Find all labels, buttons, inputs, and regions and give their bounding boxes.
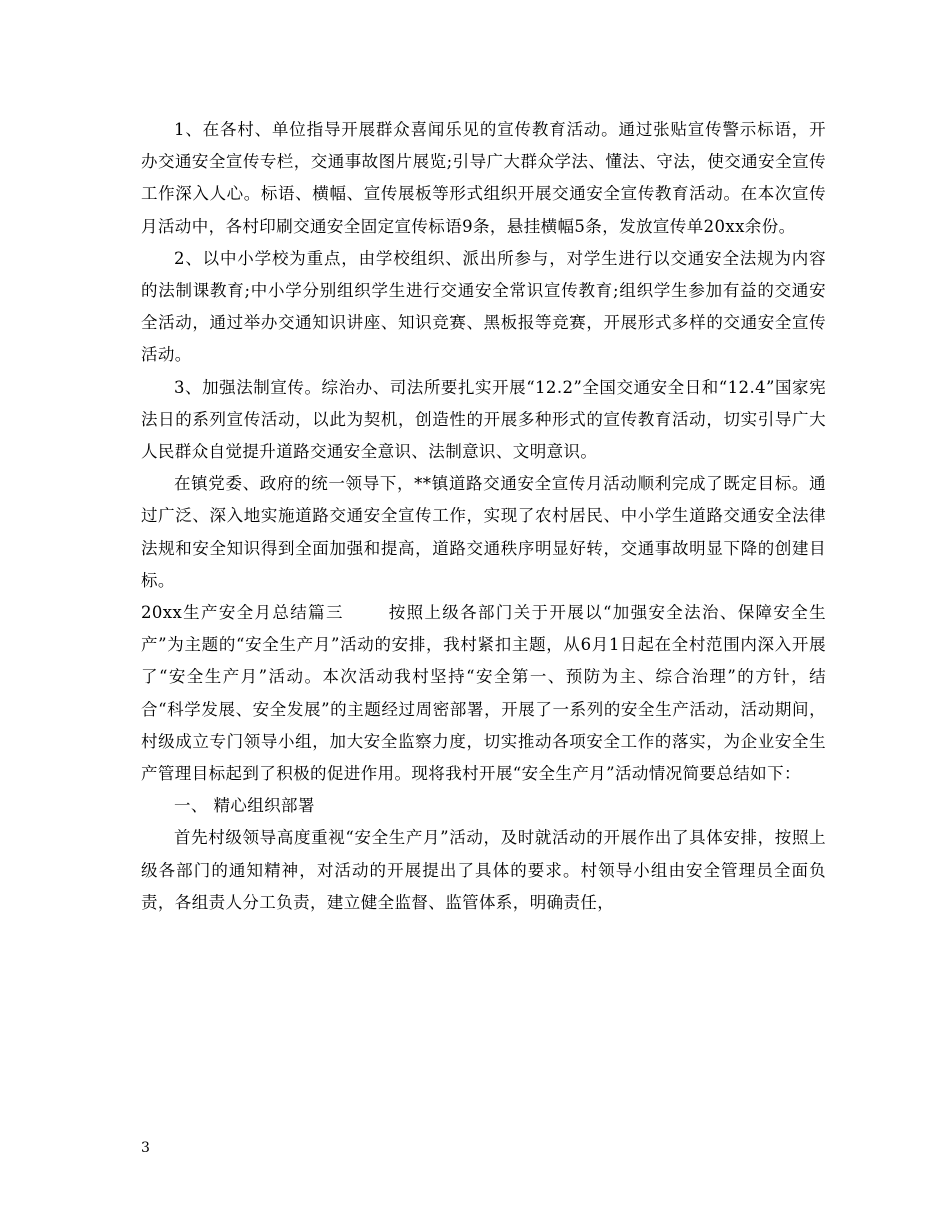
final-paragraph: 首先村级领导高度重视“安全生产月”活动，及时就活动的开展作出了具体安排，按照上级各部门的通知精神，对活动的开展提出了具体的要求。村领导小组由安全管理员全面负责，各组责人分工负责，建立健全监督、监管体系，明确责任， [141,828,826,912]
paragraph-3: 3、加强法制宣传。综治办、司法所要扎实开展“12.2”全国交通安全日和“12.4”国家宪法日的系列宣传活动，以此为契机，创造性的开展多种形式的宣传教育活动，切实引导广大人民群众自觉提升道路交通安全意识、法制意识、文明意识。 [141,377,826,462]
section-title: 20xx生产安全月总结篇三 [141,603,344,623]
paragraph-2: 2、以中小学校为重点，由学校组织、派出所参与，对学生进行以交通安全法规为内容的法制课教育;中小学分别组织学生进行交通安全常识宣传教育;组织学生参加有益的交通安全活动，通过举办交通知识讲座、知识竞赛、黑板报等竞赛，开展形式多样的交通安全宣传活动。 [141,248,826,365]
document-body [141,114,826,919]
paragraph-1: 1、在各村、单位指导开展群众喜闻乐见的宣传教育活动。通过张贴宣传警示标语，开办交通安全宣传专栏，交通事故图片展览;引导广大群众学法、懂法、守法，使交通安全宣传工作深入人心。标语、横幅、宣传展板等形式组织开展交通安全宣传教育活动。在本次宣传月活动中，各村印刷交通安全固定宣传标语9条，悬挂横幅5条，发放宣传单20xx余份。 [141,120,826,236]
page-number: 3 [141,1140,150,1156]
section-paragraph [141,597,826,790]
section-intro: 按照上级各部门关于开展以“加强安全法治、保障安全生产”为主题的“安全生产月”活动的安排，我村紧扣主题，从6月1日起在全村范围内深入开展了“安全生产月”活动。本次活动我村坚持“安全第一、预防为主、综合治理”的方针，结合“科学发展、安全发展”的主题经过周密部署，开展了一系列的安全生产活动，活动期间，村级成立专门领导小组，加大安全监察力度，切实推动各项安全工作的落实，为企业安全生产管理目标起到了积极的促进作用。现将我村开展“安全生产月”活动情况简要总结如下： [141,603,826,784]
subheading: 一、 精心组织部署 [174,796,315,816]
paragraph-4: 在镇党委、政府的统一领导下，**镇道路交通安全宣传月活动顺利完成了既定目标。通过广泛、深入地实施道路交通安全宣传工作，实现了农村居民、中小学生道路交通安全法律法规和安全知识得到全面加强和提高，道路交通秩序明显好转，交通事故明显下降的创建目标。 [141,474,826,590]
